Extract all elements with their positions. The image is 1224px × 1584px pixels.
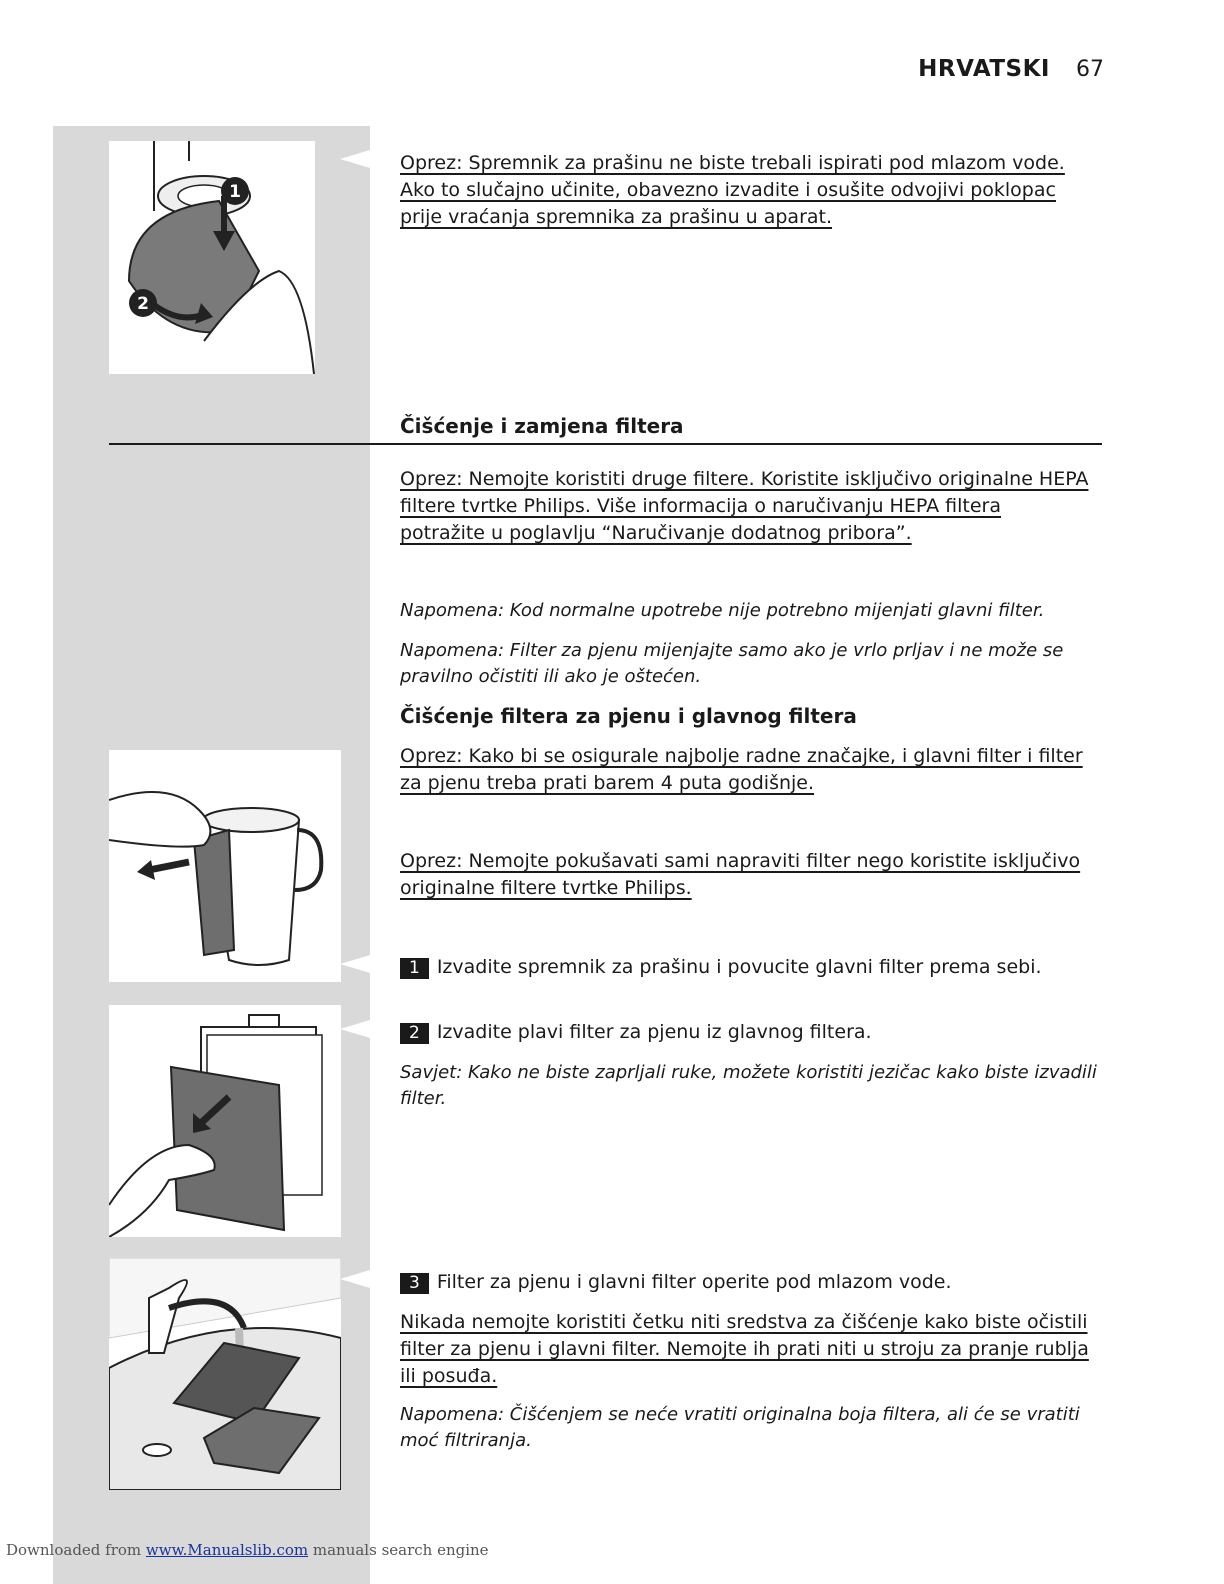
step-badge-1 — [221, 177, 249, 205]
step-text: Izvadite plavi filter za pjenu iz glavnog filtera. — [436, 1021, 872, 1043]
caution-original-filters: Oprez: Nemojte koristiti druge filtere. Koristite isključivo originalne HEPA filtere tvrtke Philips. Više informacija o naručivanju HEPA filtera potražite u poglavlju “Naručivanje dodatnog pribora”. — [400, 468, 1089, 544]
caution-dust-container-rinse: Oprez: Spremnik za prašinu ne biste trebali ispirati pod mlazom vode. Ako to slučajno učinite, obavezno izvadite i osušite odvojivi poklopac prije vraćanja spremnika za prašinu u aparat. — [400, 152, 1065, 228]
svg-text:2: 2 — [137, 294, 149, 314]
page-header — [918, 56, 1104, 82]
step-3 — [400, 1269, 1110, 1296]
section-heading-cleaning-foam-main-filter: Čišćenje filtera za pjenu i glavnog filtera — [400, 704, 857, 728]
note-filter-colour: Napomena: Čišćenjem se neće vratiti originalna boja filtera, ali će se vratiti moć filtriranja. — [400, 1404, 1080, 1451]
page-number: 67 — [1076, 57, 1104, 82]
figure-pointer — [340, 955, 370, 973]
main-filter-illustration — [109, 750, 341, 982]
figure-remove-foam-filter — [109, 1005, 341, 1237]
step-2 — [400, 1019, 1110, 1046]
figure-pointer — [340, 150, 370, 168]
figure-pointer — [340, 1020, 370, 1038]
note-foam-filter: Napomena: Filter za pjenu mijenjajte samo ako je vrlo prljav i ne može se pravilno očistiti ili ako je oštećen. — [400, 640, 1064, 687]
figure-pointer — [340, 1270, 370, 1288]
download-footer — [6, 1541, 489, 1559]
svg-text:1: 1 — [229, 182, 241, 202]
foam-filter-illustration — [109, 1005, 341, 1237]
dust-container-illustration — [109, 141, 315, 374]
step-text: Filter za pjenu i glavni filter operite pod mlazom vode. — [436, 1271, 952, 1293]
footer-prefix: Downloaded from — [6, 1541, 146, 1559]
figure-pull-main-filter — [109, 750, 341, 982]
section-divider — [109, 443, 1102, 445]
step-number: 1 — [400, 958, 429, 979]
step-1 — [400, 954, 1110, 981]
step-badge-2 — [129, 289, 157, 317]
figure-dust-container-lid — [109, 141, 315, 374]
step-number: 2 — [400, 1023, 429, 1044]
step-number: 3 — [400, 1273, 429, 1294]
language-label: HRVATSKI — [918, 56, 1050, 82]
caution-no-homemade-filter: Oprez: Nemojte pokušavati sami napraviti filter nego koristite isključivo originalne filtere tvrtke Philips. — [400, 850, 1081, 899]
note-main-filter: Napomena: Kod normalne upotrebe nije potrebno mijenjati glavni filter. — [400, 600, 1045, 621]
tip-tab-removal: Savjet: Kako ne biste zaprljali ruke, možete koristiti jezičac kako biste izvadili filter. — [400, 1062, 1097, 1109]
caution-no-brush-detergent: Nikada nemojte koristiti četku niti sredstva za čišćenje kako biste očistili filter za pjenu i glavni filter. Nemojte ih prati niti u stroju za pranje rublja ili posuđa. — [400, 1311, 1089, 1387]
washing-filters-illustration — [109, 1258, 341, 1490]
footer-suffix: manuals search engine — [308, 1541, 489, 1559]
section-heading-cleaning-replacing-filters: Čišćenje i zamjena filtera — [400, 414, 684, 438]
manualslib-link[interactable]: www.Manualslib.com — [145, 1541, 309, 1559]
step-text: Izvadite spremnik za prašinu i povucite glavni filter prema sebi. — [436, 956, 1042, 978]
caution-wash-frequency: Oprez: Kako bi se osigurale najbolje radne značajke, i glavni filter i filter za pjenu treba prati barem 4 puta godišnje. — [400, 745, 1083, 794]
figure-wash-filters — [109, 1258, 341, 1490]
